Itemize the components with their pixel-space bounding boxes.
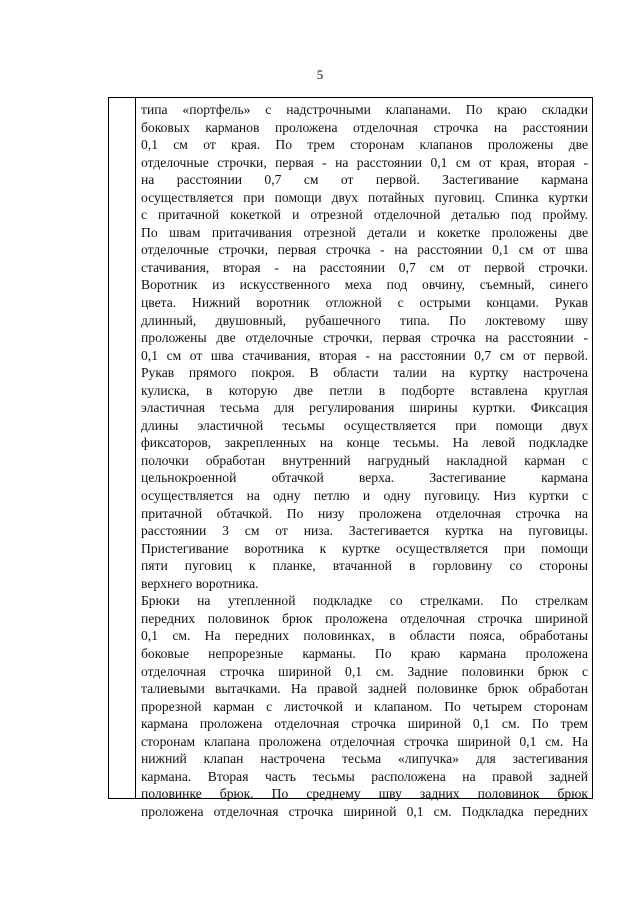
- text-line: цельнокроенной обтачкой верха. Застегивание кармана: [141, 470, 588, 486]
- text-line: По швам притачивания отрезной детали и кокетке проложены две: [141, 224, 588, 240]
- text-line: длинный, двушовный, рубашечного типа. По локтевому шву: [141, 312, 588, 328]
- text-line: на расстоянии 0,7 см от первой. Застегивание кармана: [141, 172, 588, 188]
- text-line: цвета. Нижний воротник отложной с острыми концами. Рукав: [141, 295, 588, 311]
- text-line: с притачной кокеткой и отрезной отделочной деталью под пройму.: [141, 207, 588, 223]
- text-line: Пристегивание воротника к куртке осуществляется при помощи: [141, 540, 588, 556]
- text-line: проложены две отделочные строчки, первая строчка на расстоянии -: [141, 330, 588, 346]
- text-line: кармана. Вторая часть тесьмы расположена на правой задней: [141, 768, 588, 784]
- text-line: эластичная тесьма для регулирования ширины куртки. Фиксация: [141, 400, 588, 416]
- text-line: кулиска, в которую две петли в подборте вставлена круглая: [141, 382, 588, 398]
- text-line: верхнего воротника.: [141, 575, 259, 591]
- text-line: сторонам клапана проложена отделочная строчка шириной 0,1 см. На: [141, 733, 588, 749]
- text-line: отделочные строчки, первая - на расстоянии 0,1 см от края, вторая -: [141, 154, 588, 170]
- text-line: кармана проложена отделочная строчка шириной 0,1 см. По трем: [141, 716, 588, 732]
- table-text-cell: [136, 98, 592, 819]
- text-line: осуществляется при помощи двух потайных пуговиц. Спинка куртки: [141, 189, 588, 205]
- text-line: осуществляется на одну петлю и одну пуговицу. Низ куртки с: [141, 488, 588, 504]
- text-line: проложена отделочная строчка шириной 0,1 см. Подкладка передних: [141, 803, 588, 819]
- text-line: притачной обтачкой. По низу проложена отделочная строчка на: [141, 505, 588, 521]
- text-line: нижний клапан настрочена тесьма «липучка» для застегивания: [141, 751, 588, 767]
- text-line: 0,1 см от шва стачивания, вторая - на расстоянии 0,7 см от первой.: [141, 347, 588, 363]
- text-line: Брюки на утепленной подкладке со стрелками. По стрелкам: [141, 593, 588, 609]
- text-line: отделочная строчка шириной 0,1 см. Задние половинки брюк с: [141, 663, 588, 679]
- text-line: пяти пуговиц к планке, втачанной в горловину со стороны: [141, 558, 588, 574]
- text-line: передних половинок брюк проложена отделочная строчка шириной: [141, 610, 588, 626]
- page-number: 5: [316, 67, 324, 82]
- text-line: прорезной карман с листочкой и клапаном. По четырем сторонам: [141, 698, 588, 714]
- text-line: половинке брюк. По среднему шву задних половинок брюк: [141, 786, 588, 802]
- text-line: отделочные строчки, первая строчка - на расстоянии 0,1 см от шва: [141, 242, 588, 258]
- text-line: длины эластичной тесьмы осуществляется при помощи двух: [141, 417, 588, 433]
- text-line: фиксаторов, закрепленных на конце тесьмы. На левой подкладке: [141, 435, 588, 451]
- text-line: Рукав прямого покроя. В области талии на куртку настрочена: [141, 365, 588, 381]
- text-line: боковые непрорезные карманы. По краю кармана проложена: [141, 645, 588, 661]
- text-line: типа «портфель» с надстрочными клапанами. По краю складки: [141, 102, 588, 117]
- text-line: полочки обработан внутренний нагрудный накладной карман с: [141, 452, 588, 468]
- text-line: боковых карманов проложена отделочная строчка на расстоянии: [141, 119, 588, 135]
- table-left-cell: [109, 98, 136, 798]
- document-table: [108, 97, 593, 819]
- text-line: талиевыми вытачками. На правой задней половинке брюк обработан: [141, 681, 588, 697]
- text-line: 0,1 см. На передних половинках, в области пояса, обработаны: [141, 628, 588, 644]
- text-line: стачивания, вторая - на расстоянии 0,7 см от первой строчки.: [141, 259, 588, 275]
- text-line: 0,1 см от края. По трем сторонам клапанов проложены две: [141, 137, 588, 153]
- text-line: расстоянии 3 см от низа. Застегивается куртка на пуговицы.: [141, 523, 588, 539]
- text-line: Воротник из искусственного меха под овчину, съемный, синего: [141, 277, 588, 293]
